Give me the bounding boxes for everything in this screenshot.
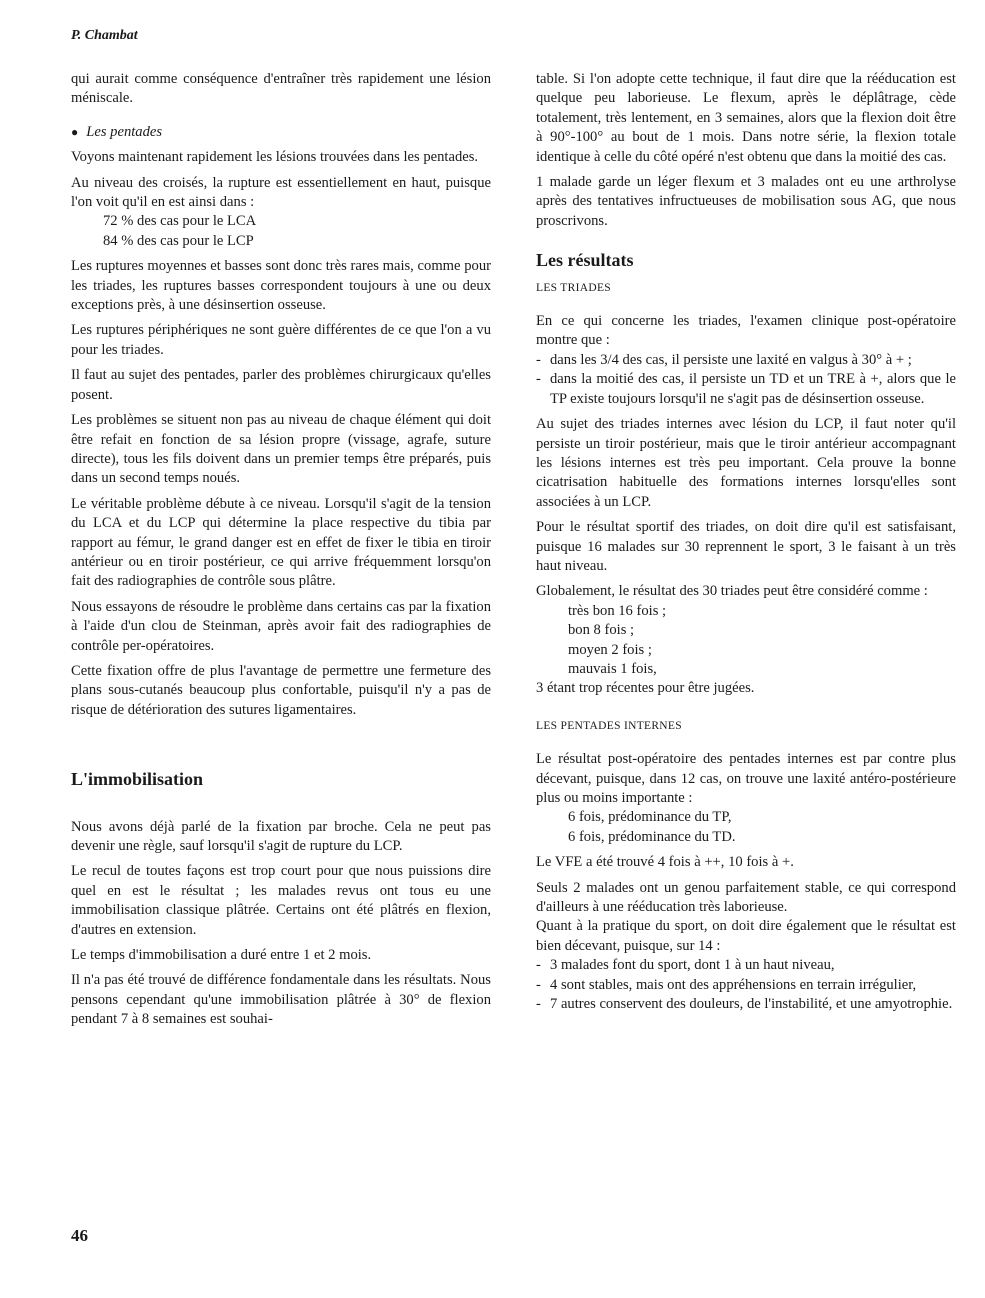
- paragraph: Les problèmes se situent non pas au niveau de chaque élément qui doit être refait en fonction de sa lésion propre (vissage, agrafe, suture directe), tous les fils doivent dans un premier temps être préparés, puis dans un second temps noués.: [71, 412, 491, 487]
- paragraph: 3 étant trop récentes pour être jugées.: [536, 680, 755, 697]
- paragraph: En ce qui concerne les triades, l'examen clinique post-opératoire montre que :: [536, 313, 956, 349]
- stat-lca: 72 % des cas pour le LCA: [103, 213, 257, 230]
- td-item: 6 fois, prédominance du TD.: [568, 828, 736, 845]
- page-number: 46: [71, 1226, 88, 1245]
- list-item: - 7 autres conservent des douleurs, de l'instabilité, et une amyotrophie.: [536, 995, 956, 1014]
- list-item: - dans les 3/4 des cas, il persiste une laxité en valgus à 30° à + ;: [536, 351, 956, 370]
- grade-item: moyen 2 fois ;: [568, 641, 652, 658]
- stat-lcp: 84 % des cas pour le LCP: [103, 232, 254, 249]
- paragraph: Le VFE a été trouvé 4 fois à ++, 10 fois à +.: [536, 854, 794, 871]
- list-item: - 3 malades font du sport, dont 1 à un haut niveau,: [536, 956, 956, 975]
- paragraph: Le résultat post-opératoire des pentades internes est par contre plus décevant, puisque, dans 12 cas, on trouve une laxité antéro-postérieure plus ou moins importante :: [536, 751, 956, 806]
- paragraph: Pour le résultat sportif des triades, on doit dire qu'il est satisfaisant, puisque 16 malades sur 30 reprennent le sport, 3 le faisant à un très haut niveau.: [536, 519, 956, 574]
- paragraph: Il n'a pas été trouvé de différence fondamentale dans les résultats. Nous pensons cependant qu'une immobilisation plâtrée à 30° de flexion pendant 7 à 8 semaines est souhai-: [71, 972, 491, 1028]
- paragraph: Nous essayons de résoudre le problème dans certains cas par la fixation à l'aide d'un clou de Steinman, après avoir fait des radiographies de contrôle per-opératoires.: [71, 598, 491, 654]
- subheading-pentades-internes: LES PENTADES INTERNES: [536, 719, 682, 732]
- list-item: - dans la moitié des cas, il persiste un TD et un TRE à +, alors que le TP existe toujours lorsqu'il ne s'agit pas de désinsertion osseuse.: [536, 370, 956, 409]
- paragraph: Au sujet des triades internes avec lésion du LCP, il faut noter qu'il persiste un tiroir postérieur, mais que le tiroir antérieur accompagnant les lésions internes est très peu important. Cela prouve la bonne cicatrisation habituelle des formations internes lorsqu'elles sont associées à un LCP.: [536, 416, 956, 510]
- triades-list: [536, 351, 956, 409]
- subheading-triades: LES TRIADES: [536, 281, 611, 294]
- list-item: - 4 sont stables, mais ont des appréhensions en terrain irrégulier,: [536, 976, 956, 995]
- paragraph: Cette fixation offre de plus l'avantage de permettre une fermeture des plans sous-cutanés beaucoup plus confortable, puisqu'il n'y a pas de risque de détérioration des sutures ligamentaires.: [71, 662, 491, 718]
- paragraph: qui aurait comme conséquence d'entraîner très rapidement une lésion méniscale.: [71, 71, 491, 107]
- paragraph: Globalement, le résultat des 30 triades peut être considéré comme :: [536, 583, 928, 600]
- paragraph: Les ruptures moyennes et basses sont donc très rares mais, comme pour les triades, les ruptures basses correspondent toujours à une ou deux exceptions près, à une désinsertion osseuse.: [71, 258, 491, 314]
- paragraph: Le temps d'immobilisation a duré entre 1 et 2 mois.: [71, 947, 372, 964]
- heading-immobilisation: L'immobilisation: [71, 769, 204, 790]
- heading-resultats: Les résultats: [536, 250, 634, 271]
- paragraph: Nous avons déjà parlé de la fixation par broche. Cela ne peut pas devenir une règle, sauf lorsqu'il s'agit de rupture du LCP.: [71, 818, 491, 854]
- paragraph: Le recul de toutes façons est trop court pour que nous puissions dire quel en est le résultat ; les malades revus ont tous eu une immobilisation classique plâtrée. Certains ont été plâtrés en flexion, d'autres en extension.: [71, 863, 491, 938]
- paragraph: Il faut au sujet des pentades, parler des problèmes chirurgicaux qu'elles posent.: [71, 367, 491, 403]
- section-title: Les pentades: [86, 123, 163, 140]
- tp-item: 6 fois, prédominance du TP,: [568, 809, 732, 826]
- left-column: [71, 70, 491, 1036]
- grade-item: très bon 16 fois ;: [568, 602, 667, 619]
- grade-item: bon 8 fois ;: [568, 622, 635, 639]
- right-column: [536, 70, 956, 1020]
- paragraph: Seuls 2 malades ont un genou parfaitement stable, ce qui correspond d'ailleurs à une rééducation très laborieuse.: [536, 879, 956, 916]
- paragraph: table. Si l'on adopte cette technique, il faut dire que la rééducation est quelque peu laborieuse. Le flexum, après le déplâtrage, cède totalement, très lentement, en 3 semaines, alors que la flexion doit être à 90°-100° au bout de 1 mois. Dans notre série, la flexion totale identique à celle du côté opéré n'est obtenu que dans la moitié des cas.: [536, 71, 956, 165]
- paragraph: Quant à la pratique du sport, on doit dire également que le résultat est bien décevant, puisque, sur 14 :: [536, 918, 956, 954]
- bullet-icon: ●: [71, 124, 79, 139]
- running-head: P. Chambat: [71, 28, 138, 43]
- paragraph: Voyons maintenant rapidement les lésions trouvées dans les pentades.: [71, 149, 479, 166]
- pentades-list: [536, 956, 956, 1014]
- grade-item: mauvais 1 fois,: [568, 660, 657, 677]
- paragraph: Au niveau des croisés, la rupture est essentiellement en haut, puisque l'on voit qu'il en est ainsi dans :: [71, 174, 491, 211]
- paragraph: Les ruptures périphériques ne sont guère différentes de ce que l'on a vu pour les triades.: [71, 322, 491, 358]
- section-pentades: [71, 123, 491, 142]
- paragraph: 1 malade garde un léger flexum et 3 malades ont eu une arthrolyse après des tentatives infructueuses de mobilisation sous AG, que nous proscrivons.: [536, 174, 956, 229]
- paragraph: Le véritable problème débute à ce niveau. Lorsqu'il s'agit de la tension du LCA et du LCP qui détermine la place respective du tibia par rapport au fémur, le grand danger est en effet de fixer le tibia en tiroir antérieur ou en tiroir postérieur, ce qui arrive fréquemment lorsqu'on fait des radiographies de contrôle sous plâtre.: [71, 495, 491, 590]
